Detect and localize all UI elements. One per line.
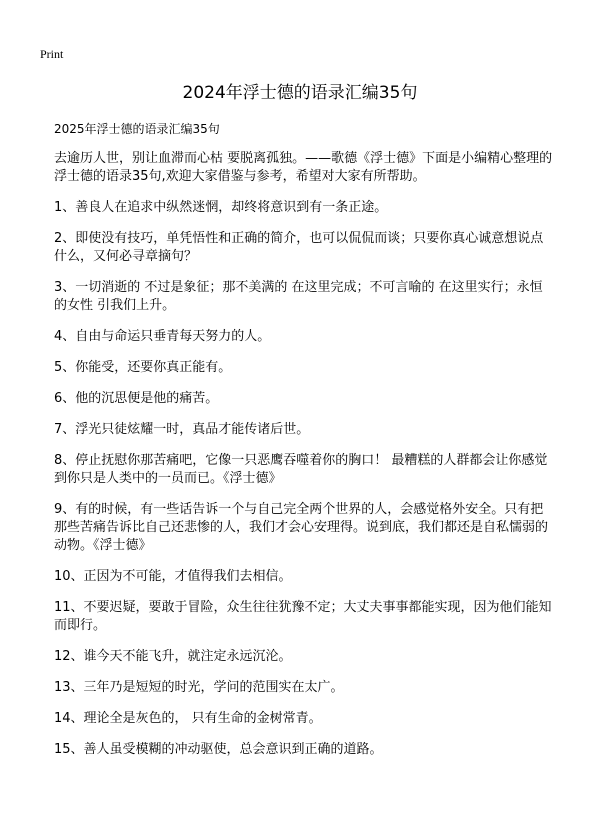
quote-paragraph: 7、浮光只徒炫耀一时，真品才能传诸后世。 bbox=[54, 422, 310, 437]
page-title: 2024年浮士德的语录汇编35句 bbox=[182, 83, 418, 103]
quote-paragraph: 11、不要迟疑，要敢于冒险，众生往往犹豫不定；大丈夫事事都能实现，因为他们能知而即行。 bbox=[54, 600, 552, 633]
quote-paragraph: 15、善人虽受模糊的冲动驱使，总会意识到正确的道路。 bbox=[54, 742, 383, 757]
document-subtitle: 2025年浮士德的语录汇编35句 bbox=[54, 122, 220, 136]
print-link[interactable]: Print bbox=[40, 47, 64, 61]
quote-paragraph: 10、正因为不可能，才值得我们去相信。 bbox=[54, 569, 292, 584]
quote-paragraph: 3、一切消逝的 不过是象征；那不美满的 在这里完成；不可言喻的 在这里实行；永恒的女性 引我们上升。 bbox=[54, 280, 543, 313]
quote-paragraph: 6、他的沉思便是他的痛苦。 bbox=[54, 391, 219, 406]
intro-paragraph: 去逾历人世，别让血滞而心枯 要脱离孤独。——歌德《浮士德》下面是小编精心整理的浮士德的语录35句,欢迎大家借鉴与参考，希望对大家有所帮助。 bbox=[54, 151, 553, 184]
quote-paragraph: 8、停止抚慰你那苦痛吧，它像一只恶鹰吞噬着你的胸口！ 最糟糕的人群都会让你感觉到你只是人类中的一员而已。《浮士德》 bbox=[54, 453, 548, 486]
quote-paragraph: 13、三年乃是短短的时光，学问的范围实在太广。 bbox=[54, 680, 344, 695]
quote-paragraph: 14、理论全是灰色的， 只有生命的金树常青。 bbox=[54, 711, 322, 726]
quote-paragraph: 9、有的时候，有一些话告诉一个与自己完全两个世界的人，会感觉格外安全。只有把那些苦痛告诉比自己还悲惨的人，我们才会心安理得。说到底，我们都还是自私懦弱的动物。《浮士德》 bbox=[54, 502, 549, 553]
document-body bbox=[54, 150, 554, 772]
quote-paragraph: 12、谁今天不能飞升，就注定永远沉沦。 bbox=[54, 649, 292, 664]
quote-paragraph: 1、善良人在追求中纵然迷惘，却终将意识到有一条正途。 bbox=[54, 200, 388, 215]
quote-paragraph: 4、自由与命运只垂青每天努力的人。 bbox=[54, 329, 271, 344]
quote-paragraph: 5、你能受，还要你真正能有。 bbox=[54, 360, 232, 375]
quote-paragraph: 2、即使没有技巧，单凭悟性和正确的简介，也可以侃侃而谈；只要你真心诚意想说点什么，又何必寻章摘句？ bbox=[54, 231, 544, 264]
